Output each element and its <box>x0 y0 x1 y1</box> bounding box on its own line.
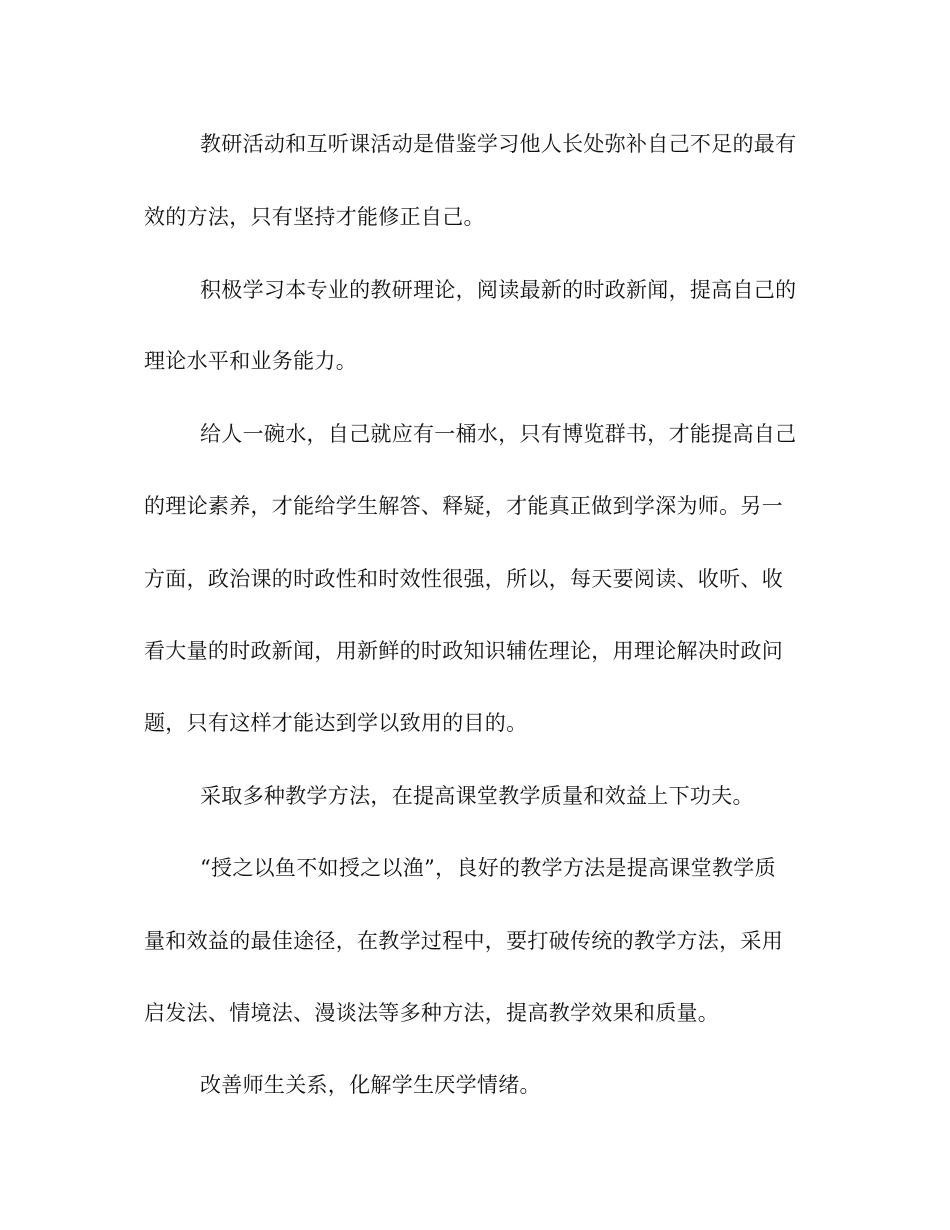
paragraph-3-line-1: 给人一碗水，自己就应有一桶水，只有博览群书，才能提高自己 <box>200 422 797 446</box>
paragraph-4-line-1: 采取多种教学方法，在提高课堂教学质量和效益上下功夫。 <box>200 784 754 808</box>
paragraph-3-line-3: 方面，政治课的时政性和时效性很强，所以，每天要阅读、收听、收 <box>144 567 783 591</box>
paragraph-3-line-2: 的理论素养，才能给学生解答、释疑，才能真正做到学深为师。另一 <box>144 494 783 518</box>
paragraph-1-line-1: 教研活动和互听课活动是借鉴学习他人长处弥补自己不足的最有 <box>200 132 797 156</box>
paragraph-2-line-2: 理论水平和业务能力。 <box>144 349 357 373</box>
paragraph-5-line-1: “授之以鱼不如授之以渔”，良好的教学方法是提高课堂教学质 <box>200 856 776 880</box>
paragraph-3-line-4: 看大量的时政新闻，用新鲜的时政知识辅佐理论，用理论解决时政问 <box>144 639 783 663</box>
paragraph-2-line-1: 积极学习本专业的教研理论，阅读最新的时政新闻，提高自己的 <box>200 278 797 302</box>
paragraph-5-line-3: 启发法、情境法、漫谈法等多种方法，提高教学效果和质量。 <box>144 1001 720 1025</box>
paragraph-5-line-2: 量和效益的最佳途径，在教学过程中，要打破传统的教学方法，采用 <box>144 929 783 953</box>
paragraph-3-line-5: 题，只有这样才能达到学以致用的目的。 <box>144 711 528 735</box>
paragraph-1-line-2: 效的方法，只有坚持才能修正自己。 <box>144 205 485 229</box>
paragraph-6-line-1: 改善师生关系，化解学生厌学情绪。 <box>200 1073 541 1097</box>
